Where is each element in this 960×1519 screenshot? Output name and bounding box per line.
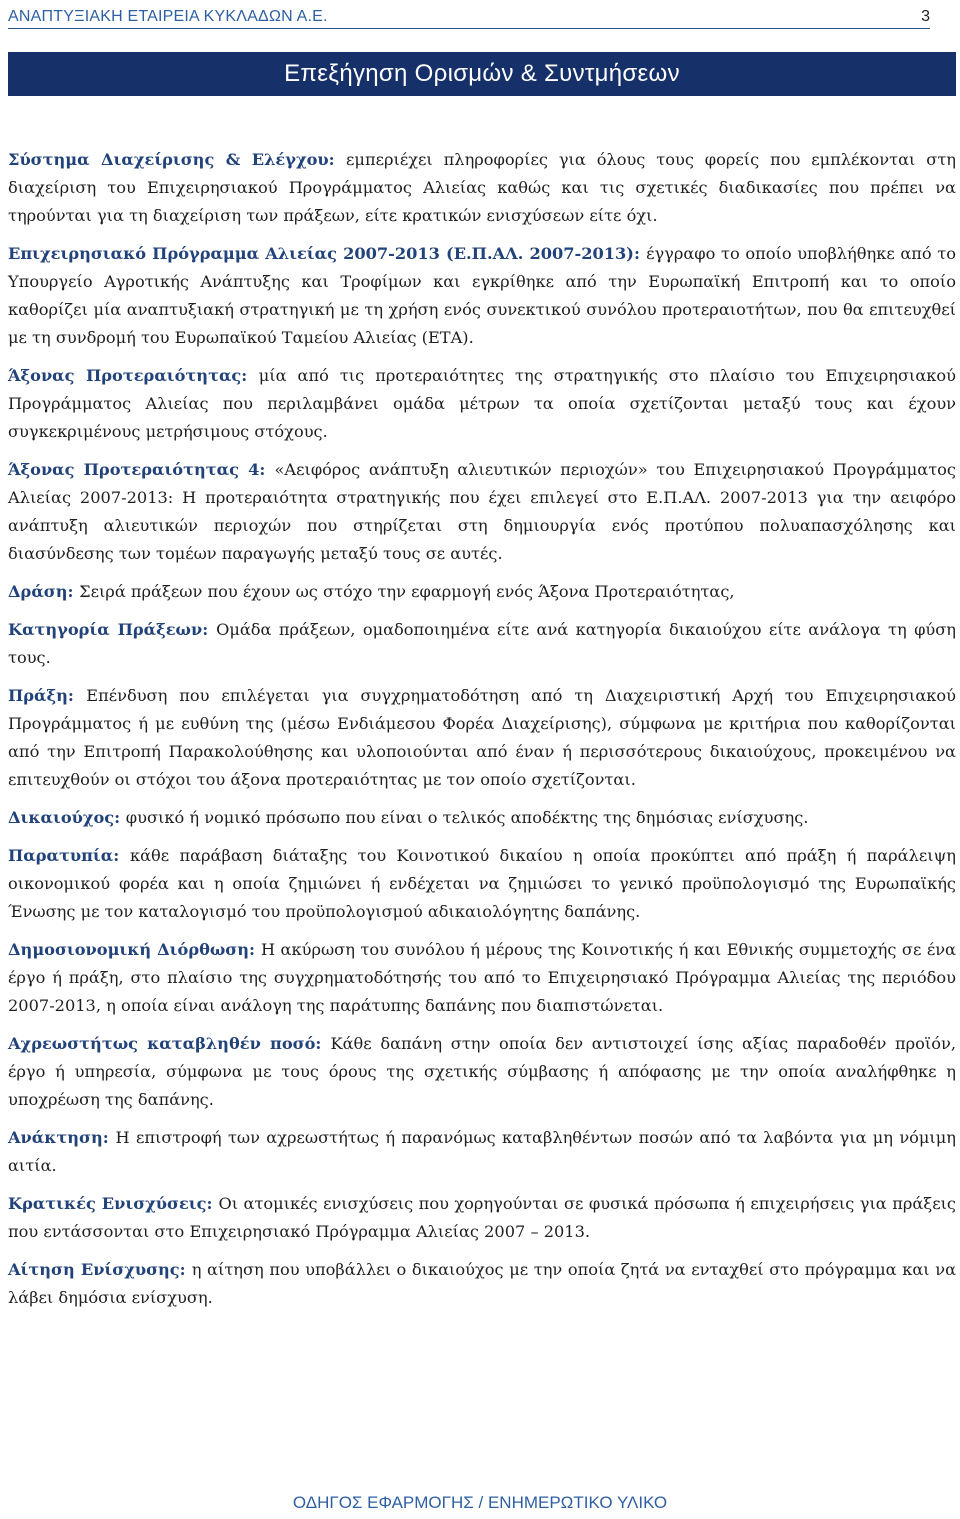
definition-separator: :: [114, 808, 126, 827]
definition-text: «Αειφόρος ανάπτυξη αλιευτικών περιοχών» του Επιχειρησιακού Προγράμματος Αλιείας 2007-2013: Η προτεραιότητα στρατηγικής που έχει επιλεγεί στο Ε.Π.ΑΛ. 2007-2013 για την αειφόρο ανάπτυξη αλιευτικών περιοχών που στηρίζεται στη δημιουργία ενός προτύπου πολυαπασχόλησης και διασύνδεσης των τομέων παραγωγής μεταξύ τους σε αυτές.: [8, 460, 956, 563]
definition-item: [8, 936, 956, 1020]
definition-separator: :: [113, 846, 130, 865]
definition-text: Σειρά πράξεων που έχουν ως στόχο την εφαρμογή ενός Άξονα Προτεραιότητας,: [79, 582, 735, 601]
definition-text: εμπεριέχει πληροφορίες για όλους τους φορείς που εμπλέκονται στη διαχείριση του Επιχειρησιακού Προγράμματος Αλιείας καθώς και τις σχετικές διαδικασίες που πρέπει να τηρούνται για τη διαχείριση των πράξεων, είτε κρατικών ενισχύσεων είτε όχι.: [8, 150, 956, 225]
definition-separator: :: [179, 1260, 192, 1279]
definition-item: [8, 146, 956, 230]
definitions-list: [8, 146, 956, 1322]
definition-separator: :: [259, 460, 275, 479]
definition-separator: :: [241, 366, 259, 385]
definition-text: η αίτηση που υποβάλλει ο δικαιούχος με την οποία ζητά να ενταχθεί στο πρόγραμμα και να λάβει δημόσια ενίσχυση.: [8, 1260, 956, 1307]
definition-item: [8, 842, 956, 926]
definition-term: Σύστημα Διαχείρισης & Ελέγχου: [8, 150, 329, 169]
definition-term: Αίτηση Ενίσχυσης: [8, 1260, 180, 1279]
definition-text: μία από τις προτεραιότητες της στρατηγικής στο πλαίσιο του Επιχειρησιακού Προγράμματος Αλιείας που περιλαμβάνει ομάδα μέτρων τα οποία σχετίζονται μεταξύ τους και έχουν συγκεκριμένους μετρήσιμους στόχους.: [8, 366, 956, 441]
definition-item: [8, 240, 956, 352]
definition-term: Άξονας Προτεραιότητας: [8, 366, 242, 385]
section-title-banner: [8, 52, 956, 96]
definition-separator: :: [202, 620, 217, 639]
definition-text: κάθε παράβαση διάταξης του Κοινοτικού δικαίου η οποία προκύπτει από πράξη ή παράλειψη οικονομικού φορέα και η οποία ζημιώνει ή ενδέχεται να ζημιώσει το γενικό προϋπολογισμό της Ευρωπαϊκής Ένωσης με τον καταλογισμό του προϋπολογισμού αδικαιολόγητης δαπάνης.: [8, 846, 956, 921]
definition-separator: :: [67, 686, 87, 705]
definition-text: έγγραφο το οποίο υποβλήθηκε από το Υπουργείο Αγροτικής Ανάπτυξης και Τροφίμων και εγκρίθηκε από την Ευρωπαϊκή Επιτροπή και το οποίο καθορίζει μία αναπτυξιακή στρατηγική με τη χρήση ενός συνεκτικού συνόλου προτεραιοτήτων, που θα επιτευχθεί με τη συνδρομή του Ευρωπαϊκού Ταμείου Αλιείας (ΕΤΑ).: [8, 244, 957, 347]
definition-term: Άξονας Προτεραιότητας 4: [8, 460, 260, 479]
definition-separator: :: [249, 940, 261, 959]
definition-item: [8, 804, 956, 832]
footer-text: ΟΔΗΓΟΣ ΕΦΑΡΜΟΓΗΣ / ΕΝΗΜΕΡΩΤΙΚΟ ΥΛΙΚΟ: [292, 1493, 668, 1512]
definition-item: [8, 1256, 956, 1312]
definition-item: [8, 1030, 956, 1114]
definition-item: [8, 456, 956, 568]
definition-text: Επένδυση που επιλέγεται για συγχρηματοδότηση από τη Διαχειριστική Αρχή του Επιχειρησιακού Προγράμματος ή με ευθύνη της (μέσω Ενδιάμεσου Φορέα Διαχείρισης), σύμφωνα με κριτήρια που καθορίζονται από την Επιτροπή Παρακολούθησης και υλοποιούνται από έναν ή περισσότερους δικαιούχους, προκειμένου να επιτευχθούν οι στόχοι του άξονα προτεραιότητας με τον οποίο σχετίζονται.: [8, 686, 956, 789]
definition-term: Δράση: [8, 582, 68, 601]
definition-term: Ανάκτηση: [8, 1128, 103, 1147]
page-number: 3: [921, 8, 930, 25]
definition-term: Κατηγορία Πράξεων: [8, 620, 203, 639]
definition-item: [8, 1190, 956, 1246]
definition-text: φυσικό ή νομικό πρόσωπο που είναι ο τελικός αποδέκτης της δημόσιας ενίσχυσης.: [125, 808, 809, 827]
organization-name: ΑΝΑΠΤΥΞΙΑΚΗ ΕΤΑΙΡΕΙΑ ΚΥΚΛΑΔΩΝ Α.Ε.: [8, 8, 328, 25]
definition-term: Παρατυπία: [8, 846, 114, 865]
definition-term: Πράξη: [8, 686, 68, 705]
page-title: Επεξήγηση Ορισμών & Συντμήσεων: [284, 60, 680, 87]
page-header: [8, 4, 930, 29]
definition-term: Κρατικές Ενισχύσεις: [8, 1194, 207, 1213]
definition-separator: :: [67, 582, 80, 601]
definition-item: [8, 1124, 956, 1180]
definition-separator: :: [102, 1128, 116, 1147]
page-footer: [0, 1492, 960, 1514]
definition-text: Κάθε δαπάνη στην οποία δεν αντιστοιχεί ίσης αξίας παραδοθέν προϊόν, έργο ή υπηρεσία, σύμφωνα με τους όρους της σχετικής σύμβασης ή απόφασης με την οποία αναλήφθηκε η υποχρέωση της δαπάνης.: [8, 1034, 956, 1109]
definition-text: Η επιστροφή των αχρεωστήτως ή παρανόμως καταβληθέντων ποσών από τα λαβόντα για μη νόμιμη αιτία.: [8, 1128, 956, 1175]
definition-item: [8, 362, 956, 446]
definition-item: [8, 682, 956, 794]
definition-term: Αχρεωστήτως καταβληθέν ποσό: [8, 1034, 316, 1053]
definition-item: [8, 578, 956, 606]
definition-term: Δημοσιονομική Διόρθωση: [8, 940, 249, 959]
definition-separator: :: [633, 244, 647, 263]
definition-text: Οι ατομικές ενισχύσεις που χορηγούνται σε φυσικά πρόσωπα ή επιχειρήσεις για πράξεις που εντάσσονται στο Επιχειρησιακό Πρόγραμμα Αλιείας 2007 – 2013.: [8, 1194, 956, 1241]
definition-text: Η ακύρωση του συνόλου ή μέρους της Κοινοτικής ή και Εθνικής συμμετοχής σε ένα έργο ή πράξη, στο πλαίσιο της συγχρηματοδότησής του από το Επιχειρησιακό Πρόγραμμα Αλιείας της περιόδου 2007-2013, η οποία είναι ανάλογη της παράτυπης δαπάνης που διαπιστώνεται.: [8, 940, 956, 1015]
definition-item: [8, 616, 956, 672]
definition-separator: :: [315, 1034, 331, 1053]
definition-separator: :: [206, 1194, 219, 1213]
definition-text: Ομάδα πράξεων, ομαδοποιημένα είτε ανά κατηγορία δικαιούχου είτε ανάλογα τη φύση τους.: [8, 620, 956, 667]
definition-term: Επιχειρησιακό Πρόγραμμα Αλιείας 2007-2013 (Ε.Π.ΑΛ. 2007-2013): [8, 244, 634, 263]
definition-term: Δικαιούχος: [8, 808, 115, 827]
definition-separator: :: [328, 150, 347, 169]
